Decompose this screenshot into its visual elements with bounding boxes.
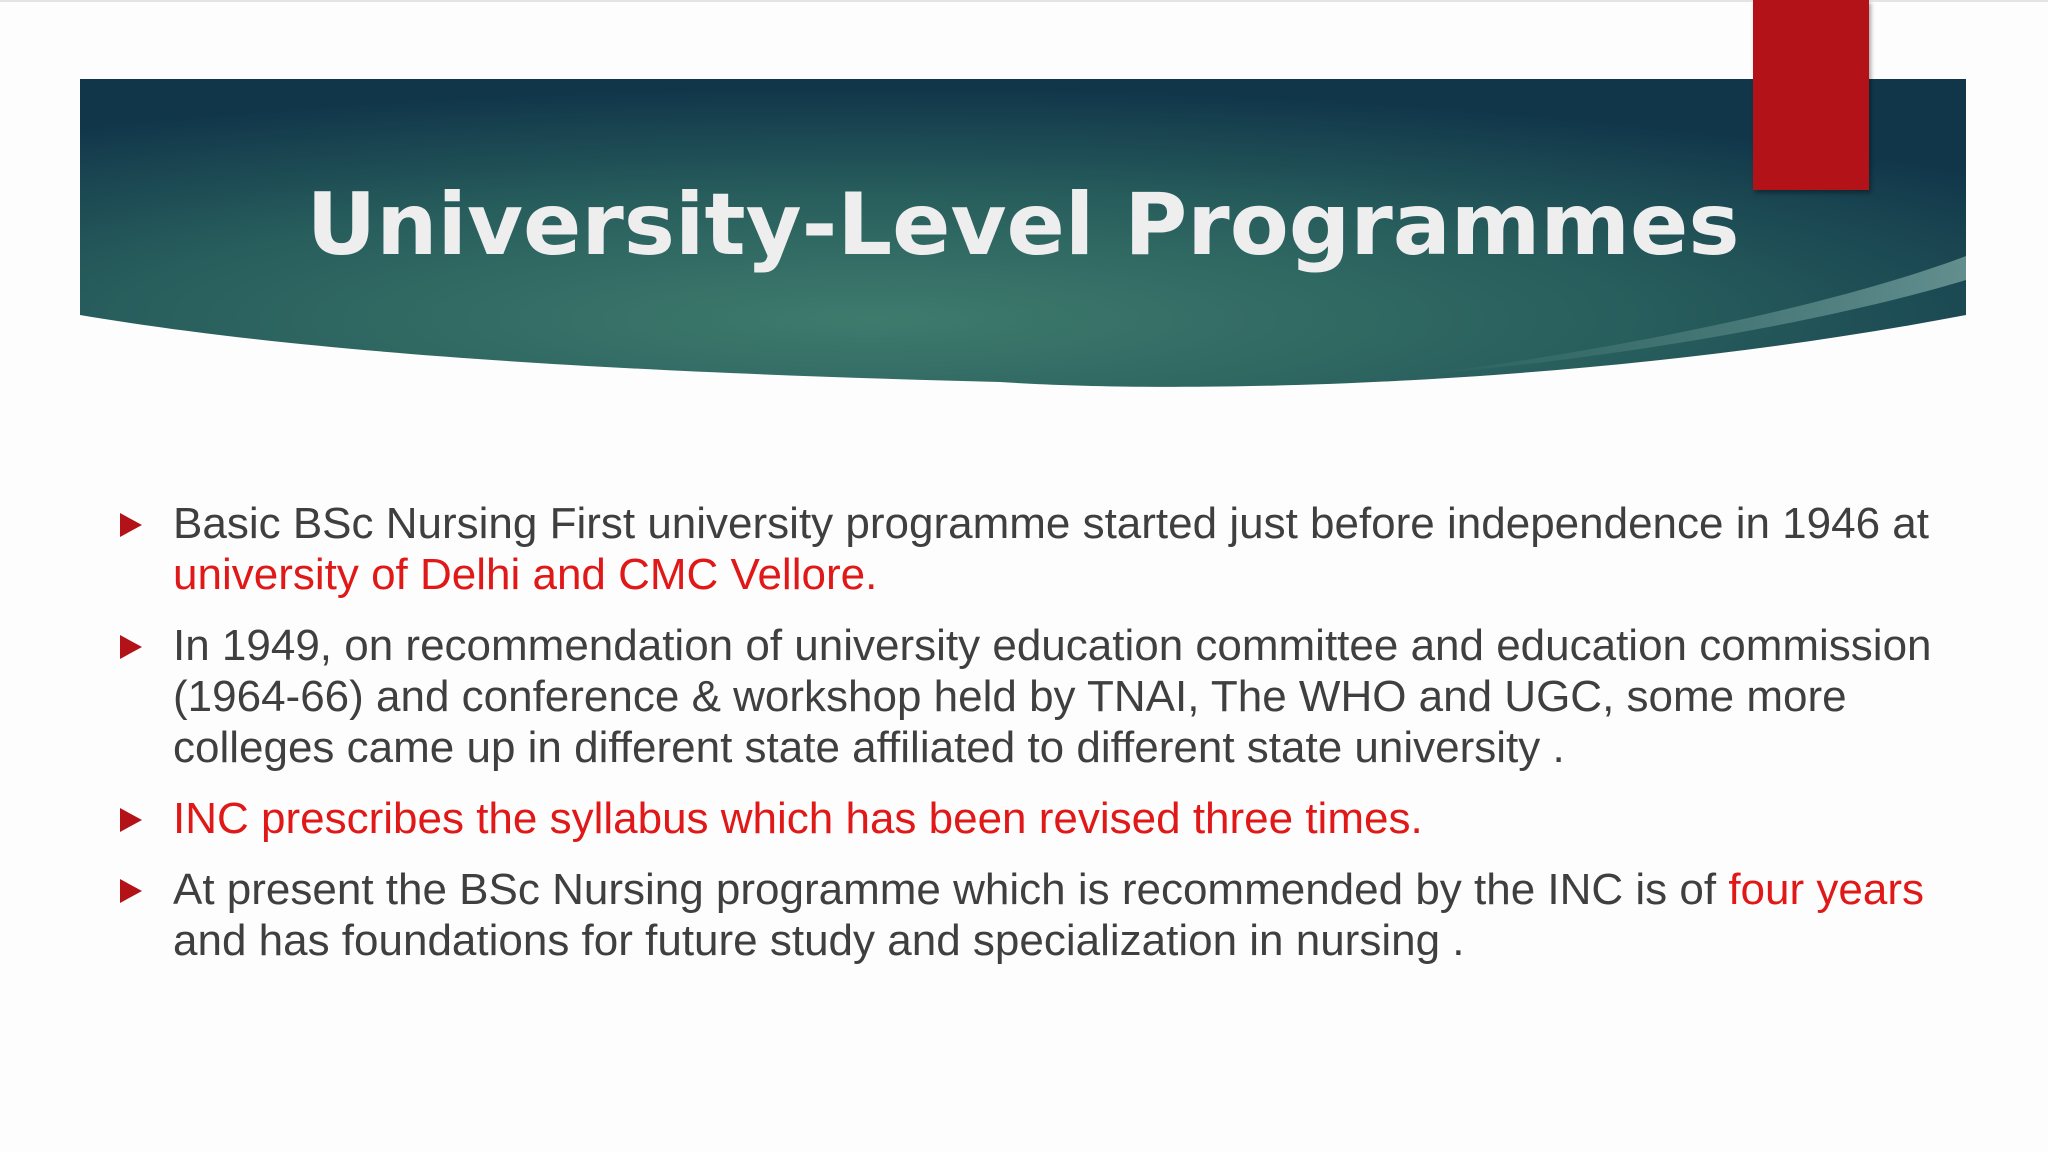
bullet-item bbox=[118, 864, 1978, 966]
right-triangle-bullet-icon bbox=[120, 513, 142, 537]
bullet-text: In 1949, on recommendation of university education committee and education commission (1964-66) and conference & workshop held by TNAI, The WHO and UGC, some more colleges came up in different state affiliated to different state university . bbox=[173, 621, 1932, 772]
red-accent-tab bbox=[1753, 0, 1869, 190]
bullet-text: Basic BSc Nursing First university programme started just before independence in 1946 at bbox=[173, 499, 1929, 548]
bullet-item bbox=[118, 793, 1978, 844]
slide-title: University-Level Programmes bbox=[306, 175, 1740, 275]
right-triangle-bullet-icon bbox=[120, 879, 142, 903]
bullet-item bbox=[118, 498, 1978, 600]
highlighted-text: four years bbox=[1728, 865, 1924, 914]
right-triangle-bullet-icon bbox=[120, 635, 142, 659]
right-triangle-bullet-icon bbox=[120, 808, 142, 832]
bullet-item bbox=[118, 620, 1978, 773]
bullet-list bbox=[118, 498, 1978, 986]
highlighted-text: university of Delhi and CMC Vellore. bbox=[173, 550, 878, 599]
bullet-text: At present the BSc Nursing programme which is recommended by the INC is of bbox=[173, 865, 1729, 914]
highlighted-text: INC prescribes the syllabus which has been revised three times. bbox=[173, 794, 1423, 843]
bullet-text: and has foundations for future study and specialization in nursing . bbox=[173, 916, 1465, 965]
